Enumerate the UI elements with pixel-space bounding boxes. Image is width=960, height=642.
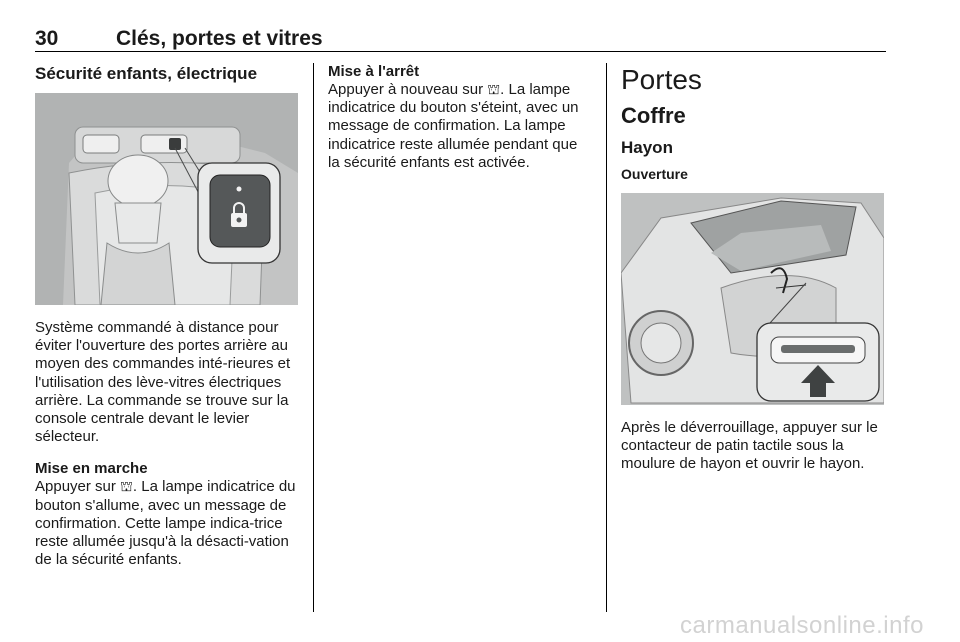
switch-on-text-start: Appuyer sur [35,478,121,496]
child-lock-symbol: ⛫ [487,82,501,98]
right-column [621,63,885,474]
tailgate-illustration [621,193,884,405]
left-column [35,63,299,569]
middle-column [328,63,592,172]
heading-load-compartment: Coffre [621,103,686,128]
child-lock-description: Système commandé à distance pour éviter l'ouverture des portes arrière au moyen des commandes inté-rieures et l'utilisation des lève-vitres électriques arrière. La commande se trouve sur la console centrale devant le levier sélecteur. [35,319,291,446]
page-number: 30 [35,27,59,50]
switch-off-heading: Mise à l'arrêt [328,63,420,80]
chapter-title: Clés, portes et vitres [116,27,323,50]
child-lock-symbol: ⛫ [120,479,133,496]
watermark: carmanualsonline.info [680,612,924,639]
tailgate-opening-text: Après le déverrouillage, appuyer sur le contacteur de patin tactile sous la moulure de hayon et ouvrir le hayon. [621,419,878,473]
heading-tailgate: Hayon [621,138,673,157]
switch-on-text [35,478,299,569]
switch-off-text [328,81,592,172]
header-divider [35,51,886,52]
page-header [35,27,885,51]
column-divider-1 [313,63,314,612]
section-heading-child-lock: Sécurité enfants, électrique [35,64,258,83]
switch-on-heading: Mise en marche [35,460,148,478]
console-illustration [35,93,298,305]
switch-off-text-start: Appuyer à nouveau sur [328,81,488,98]
heading-doors: Portes [621,64,702,95]
heading-opening: Ouverture [621,166,688,182]
switch-on-text-end: . La lampe indicatrice du bouton s'allume, avec un message de confirmation. Cette lampe indica-trice reste allumée jusqu'à la désacti-vation de la sécurité enfants. [35,478,296,569]
column-divider-2 [606,63,607,612]
switch-off-text-end: . La lampe indicatrice du bouton s'éteint, avec un message de confirmation. La lampe indicatrice reste allumée pendant que la sécurité enfants est activée. [328,81,579,171]
